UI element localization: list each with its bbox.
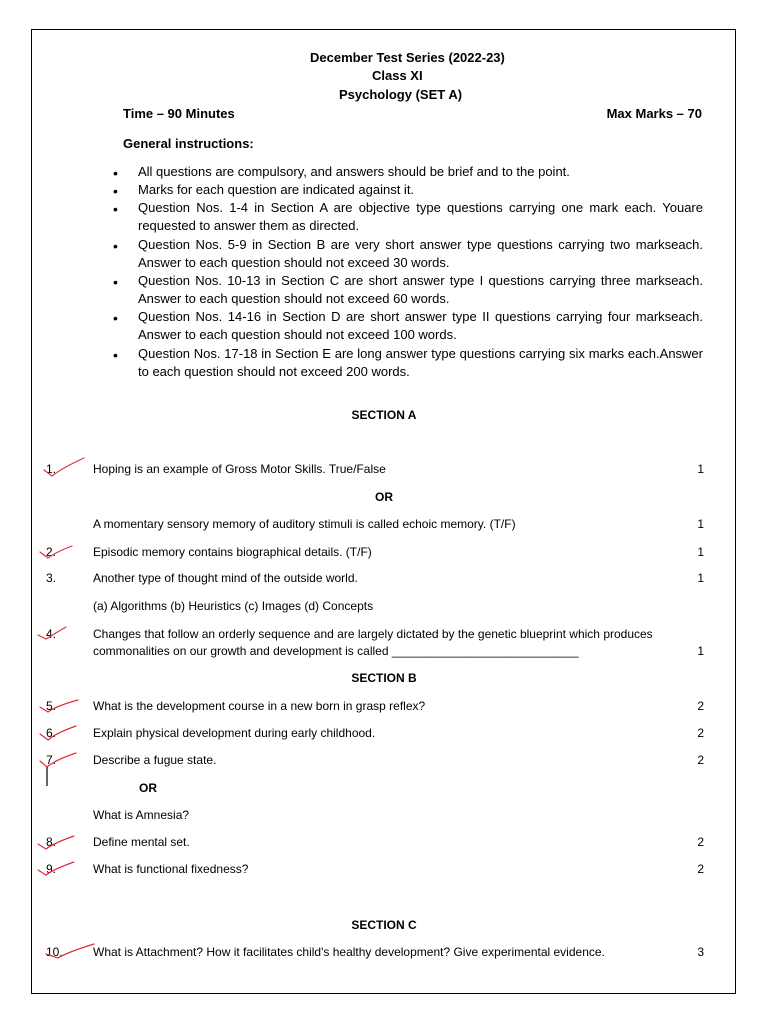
- question-number: 10.: [46, 945, 63, 959]
- instruction-item: Question Nos. 17-18 in Section E are long answer type questions carrying six marks each.Answer to each question should not exceed 200 words.: [138, 346, 703, 379]
- question-number: 2.: [46, 545, 57, 559]
- question-number: 9.: [46, 862, 57, 876]
- question-8-text: Define mental set.: [93, 835, 190, 849]
- question-marks: 3: [697, 945, 704, 959]
- question-7-text: Describe a fugue state.: [93, 753, 217, 767]
- question-1-text: Hoping is an example of Gross Motor Skills. True/False: [93, 462, 386, 476]
- time-label: Time – 90 Minutes: [123, 106, 235, 121]
- question-10-text: What is Attachment? How it facilitates child's healthy development? Give experimental evidence.: [93, 945, 605, 959]
- question-3-options: (a) Algorithms (b) Heuristics (c) Images (d) Concepts: [93, 599, 374, 613]
- question-number: 4.: [46, 627, 57, 641]
- instruction-item: Question Nos. 10-13 in Section C are short answer type I questions carrying three markseach. Answer to each question should not exceed 60 words.: [138, 273, 703, 306]
- subject-label: Psychology (SET A): [339, 87, 463, 102]
- question-6-text: Explain physical development during early childhood.: [93, 726, 376, 740]
- question-1-alt-text: A momentary sensory memory of auditory stimuli is called echoic memory. (T/F): [93, 517, 516, 531]
- instruction-item: Marks for each question are indicated against it.: [138, 182, 415, 197]
- instruction-item: Question Nos. 14-16 in Section D are short answer type II questions carrying four markseach. Answer to each question should not exceed 100 words.: [138, 309, 703, 342]
- bullet-icon: •: [113, 201, 118, 217]
- section-b-heading: SECTION B: [351, 671, 417, 685]
- question-number: 3.: [46, 571, 57, 585]
- bullet-icon: •: [113, 165, 118, 181]
- bullet-icon: •: [113, 238, 118, 254]
- test-title: December Test Series (2022-23): [310, 50, 505, 65]
- question-5-text: What is the development course in a new born in grasp reflex?: [93, 699, 426, 713]
- or-label: OR: [139, 781, 157, 795]
- question-4-line-1: Changes that follow an orderly sequence and are largely dictated by the genetic blueprint which produces: [93, 627, 653, 641]
- class-label: Class XI: [372, 68, 423, 83]
- question-marks: 1: [697, 462, 704, 476]
- question-marks: 2: [697, 726, 704, 740]
- bullet-icon: •: [113, 183, 118, 199]
- question-number: 6.: [46, 726, 57, 740]
- question-marks: 2: [697, 699, 704, 713]
- bullet-icon: •: [113, 274, 118, 290]
- instructions-heading: General instructions:: [123, 136, 254, 151]
- question-number: 8.: [46, 835, 57, 849]
- question-marks: 1: [697, 545, 704, 559]
- question-number: 7.: [46, 753, 57, 767]
- question-marks: 1: [697, 517, 704, 531]
- question-number: 5.: [46, 699, 57, 713]
- bullet-icon: •: [113, 310, 118, 326]
- question-marks: 2: [697, 862, 704, 876]
- question-marks: 1: [697, 644, 704, 658]
- question-4-line-2: commonalities on our growth and development is called ____________________________: [93, 644, 579, 658]
- bullet-icon: •: [113, 347, 118, 363]
- question-3-text: Another type of thought mind of the outside world.: [93, 571, 358, 585]
- question-marks: 2: [697, 835, 704, 849]
- question-9-text: What is functional fixedness?: [93, 862, 249, 876]
- question-7-alt-text: What is Amnesia?: [93, 808, 190, 822]
- instruction-item: Question Nos. 1-4 in Section A are objective type questions carrying one mark each. Youare requested to answer them as directed.: [138, 200, 703, 233]
- max-marks-label: Max Marks – 70: [606, 106, 702, 121]
- question-2-text: Episodic memory contains biographical details. (T/F): [93, 545, 372, 559]
- instruction-item: All questions are compulsory, and answers should be brief and to the point.: [138, 164, 570, 179]
- section-c-heading: SECTION C: [351, 918, 417, 932]
- question-number: 1.: [46, 462, 57, 476]
- section-a-heading: SECTION A: [351, 408, 417, 422]
- instruction-item: Question Nos. 5-9 in Section B are very short answer type questions carrying two markseach. Answer to each question should not exceed 30 words.: [138, 237, 703, 270]
- question-marks: 2: [697, 753, 704, 767]
- or-label: OR: [375, 490, 393, 504]
- question-marks: 1: [697, 571, 704, 585]
